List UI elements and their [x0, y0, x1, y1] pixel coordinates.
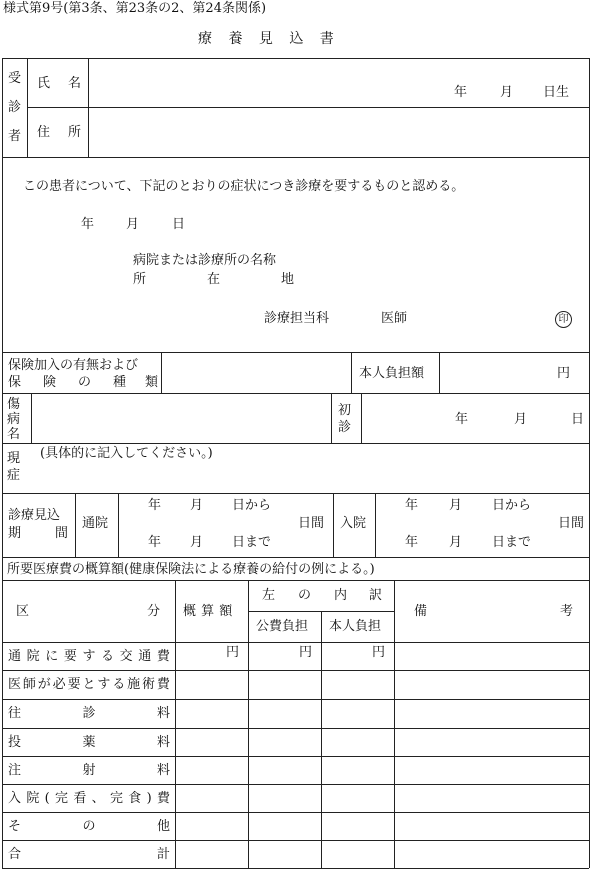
first-visit-month: 月: [514, 412, 528, 427]
patient-section-bottom: [2, 157, 589, 158]
insurance-divider-2: [351, 352, 352, 393]
period-label-line2-char-1: 期: [8, 526, 22, 541]
outpatient-to-year: 年: [148, 535, 162, 550]
row-label-char: 診: [82, 706, 96, 721]
disease-divider-1: [31, 393, 32, 443]
self-yen: 円: [372, 645, 386, 660]
breakdown-header-char-3: 内: [334, 588, 348, 603]
row-label-char: 施: [127, 677, 141, 692]
row-label-char: 要: [63, 649, 77, 664]
name-label-char-2: 名: [68, 76, 82, 91]
row-label-char: 通: [138, 649, 152, 664]
cost-section-title: 所要医療費の概算額(健康保険法による療養の給付の例による。): [7, 562, 375, 577]
row-label-char: と: [82, 677, 96, 692]
frame-left: [2, 58, 3, 868]
cert-date-year: 年: [81, 217, 95, 232]
row-label-char: 通: [8, 649, 22, 664]
row-label-char: 院: [26, 791, 40, 806]
inpatient-days: 日間: [558, 516, 585, 531]
symptoms-label-char-1: 現: [7, 451, 21, 466]
disease-divider-3: [361, 393, 362, 443]
public-yen: 円: [299, 645, 313, 660]
period-divider-1: [75, 493, 76, 557]
symptoms-instruction: (具体的に記入してください。): [40, 446, 213, 461]
row-label-char: 看: [73, 791, 87, 806]
self-pay-yen: 円: [557, 366, 571, 381]
period-divider-4: [375, 493, 376, 557]
outpatient-label: 通院: [82, 516, 109, 531]
breakdown-header-char-4: 訳: [369, 588, 383, 603]
remarks-header-char-2: 考: [560, 604, 574, 619]
row-label-char: 師: [22, 677, 36, 692]
row-label-char: 料: [156, 763, 170, 778]
disease-divider-2: [331, 393, 332, 443]
row-label-char: 医: [8, 677, 22, 692]
cost-row-house-call: [8, 707, 170, 720]
insurance-divider-3: [439, 352, 440, 393]
period-label-line2-char-2: 間: [55, 526, 69, 541]
symptoms-bottom: [2, 493, 589, 494]
row-label-char: る: [101, 649, 115, 664]
disease-label-char-3: 名: [7, 427, 21, 442]
physician-label: 医師: [381, 311, 408, 326]
row-label-char: 要: [67, 677, 81, 692]
first-visit-char-1: 初: [338, 403, 352, 418]
row-label-char: 完: [109, 791, 123, 806]
cost-row-medication: [8, 736, 170, 749]
name-label-char-1: 氏: [37, 76, 51, 91]
patient-group-char-3: 者: [8, 129, 22, 144]
inpatient-to-day: 日まで: [492, 535, 532, 550]
row-label-char: 注: [8, 763, 22, 778]
insurance-bottom: [2, 393, 589, 394]
first-visit-year: 年: [455, 412, 469, 427]
cost-row-line-5: [2, 784, 589, 785]
period-divider-2: [118, 493, 119, 557]
disease-bottom: [2, 443, 589, 444]
birth-year: 年: [454, 85, 468, 100]
cost-row-hospitalization: [8, 792, 170, 805]
cost-col-divider-4: [394, 580, 395, 868]
row-label-char: 完: [55, 791, 69, 806]
address-label-char-2: 所: [68, 125, 82, 140]
insurance-label-line2-char-2: 険: [43, 375, 57, 390]
row-label-char: 料: [156, 706, 170, 721]
row-label-char: に: [45, 649, 59, 664]
inpatient-from-day: 日から: [492, 498, 532, 513]
facility-name-label: 病院または診療所の名称: [133, 253, 277, 268]
row-label-char: ): [146, 791, 152, 806]
cost-row-line-1: [2, 670, 589, 671]
insurance-label-line1: 保険加入の有無および: [8, 358, 139, 373]
certification-bottom: [2, 352, 589, 353]
disease-label-char-1: 傷: [7, 397, 21, 412]
row-label-char: 計: [156, 847, 170, 862]
category-header-char-2: 分: [147, 604, 161, 619]
outpatient-from-month: 月: [190, 498, 204, 513]
cost-header-bottom: [2, 642, 589, 643]
period-label-line1: 診療見込: [8, 508, 61, 523]
cert-date-month: 月: [126, 217, 140, 232]
inpatient-to-month: 月: [449, 535, 463, 550]
row-label-char: の: [82, 819, 96, 834]
insurance-divider-1: [161, 352, 162, 393]
row-label-char: 、: [91, 791, 105, 806]
symptoms-label-char-2: 症: [7, 468, 21, 483]
patient-row-divider: [27, 107, 589, 108]
period-divider-3: [333, 493, 334, 557]
row-label-char: 交: [119, 649, 133, 664]
inpatient-label: 入院: [340, 516, 367, 531]
certification-statement: この患者について、下記のとおりの症状につき診療を要するものと認める。: [23, 179, 465, 194]
estimate-header: 概 算 額: [183, 604, 233, 619]
outpatient-to-month: 月: [190, 535, 204, 550]
cost-col-divider-3: [321, 611, 322, 868]
row-label-char: す: [97, 677, 111, 692]
self-pay-label: 本人負担額: [359, 366, 425, 381]
cost-col-divider-1: [175, 580, 176, 868]
breakdown-header-char-2: の: [298, 588, 312, 603]
row-label-char: 費: [156, 677, 170, 692]
outpatient-from-day: 日から: [232, 498, 272, 513]
cost-col-divider-2: [248, 580, 249, 868]
category-header-char-1: 区: [16, 604, 30, 619]
breakdown-header-char-1: 左: [262, 588, 276, 603]
address-label-char-1: 住: [37, 125, 51, 140]
row-label-char: す: [82, 649, 96, 664]
row-label-char: 費: [156, 649, 170, 664]
cost-row-line-6: [2, 812, 589, 813]
location-char-2: 在: [207, 272, 221, 287]
seal-mark: 印: [555, 311, 572, 328]
row-label-char: 入: [8, 791, 22, 806]
row-label-char: 院: [26, 649, 40, 664]
row-label-char: 合: [8, 847, 22, 862]
birth-month: 月: [500, 85, 514, 100]
row-label-char: 必: [52, 677, 66, 692]
frame-right: [589, 58, 590, 868]
row-label-char: 費: [156, 791, 170, 806]
row-label-char: 他: [156, 819, 170, 834]
cost-row-total: [8, 848, 170, 861]
period-bottom: [2, 557, 589, 558]
insurance-label-line2-char-1: 保: [8, 375, 22, 390]
breakdown-sub-divider: [248, 611, 394, 612]
row-label-char: 薬: [82, 735, 96, 750]
cert-date-day: 日: [172, 217, 186, 232]
cost-row-line-7: [2, 840, 589, 841]
outpatient-to-day: 日まで: [232, 535, 272, 550]
inpatient-to-year: 年: [405, 535, 419, 550]
patient-group-char-2: 診: [8, 100, 22, 115]
row-label-char: 往: [8, 706, 22, 721]
inpatient-from-year: 年: [405, 498, 419, 513]
location-char-1: 所: [133, 272, 147, 287]
first-visit-day: 日: [571, 412, 585, 427]
public-burden-header: 公費負担: [256, 619, 309, 634]
cost-row-line-2: [2, 699, 589, 700]
cost-row-line-3: [2, 728, 589, 729]
row-label-char: 投: [8, 735, 22, 750]
frame-top: [2, 58, 589, 59]
disease-label-char-2: 病: [7, 412, 21, 427]
cost-row-injection: [8, 764, 170, 777]
form-number: 様式第9号(第3条、第23条の2、第24条関係): [3, 1, 267, 16]
cost-title-bottom: [2, 580, 589, 581]
insurance-label-line2-char-4: 種: [113, 375, 127, 390]
row-label-char: が: [37, 677, 51, 692]
row-label-char: る: [112, 677, 126, 692]
row-label-char: (: [44, 791, 50, 806]
row-label-char: 食: [128, 791, 142, 806]
cost-row-treatment: [8, 678, 170, 691]
cost-row-transport: [8, 650, 170, 663]
estimate-yen: 円: [226, 645, 240, 660]
doctor-dept-label: 診療担当科: [264, 311, 330, 326]
self-burden-header: 本人負担: [329, 619, 382, 634]
outpatient-from-year: 年: [148, 498, 162, 513]
cost-row-other: [8, 820, 170, 833]
insurance-label-line2-char-3: の: [78, 375, 92, 390]
cost-row-line-4: [2, 756, 589, 757]
outpatient-days: 日間: [298, 516, 325, 531]
page-title: 療 養 見 込 書: [198, 31, 334, 47]
row-label-char: 料: [156, 735, 170, 750]
remarks-header-char-1: 備: [414, 604, 428, 619]
inpatient-from-month: 月: [449, 498, 463, 513]
location-char-3: 地: [281, 272, 295, 287]
row-label-char: 術: [142, 677, 156, 692]
birth-day: 日生: [543, 85, 570, 100]
row-label-char: 射: [82, 763, 96, 778]
patient-group-char-1: 受: [8, 71, 22, 86]
first-visit-char-2: 診: [338, 420, 352, 435]
row-label-char: そ: [8, 819, 22, 834]
insurance-label-line2-char-5: 類: [145, 375, 159, 390]
